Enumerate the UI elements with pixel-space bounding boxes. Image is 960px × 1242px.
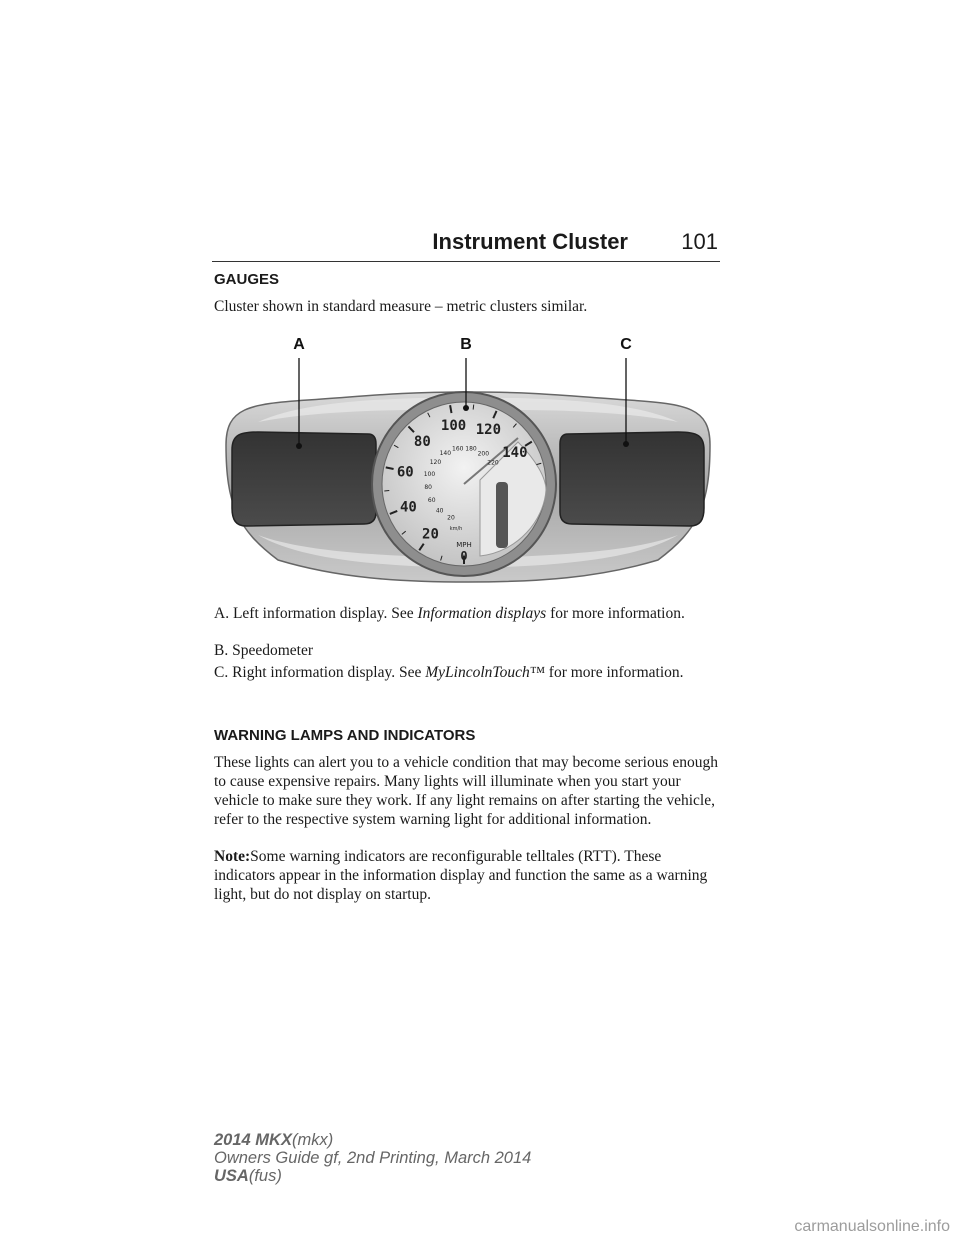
- footer-market: USA: [214, 1167, 249, 1185]
- callout-c-description: [214, 663, 724, 682]
- callout-b-description: [214, 641, 724, 660]
- mph-label: 140: [502, 445, 528, 462]
- kmh-label: 200: [477, 450, 490, 458]
- mph-label: 40: [399, 499, 417, 516]
- mph-label: 120: [475, 422, 502, 439]
- instrument-cluster-figure: [218, 330, 718, 585]
- page-header: [212, 229, 720, 262]
- footer-market-code: (fus): [248, 1167, 282, 1185]
- speedometer-tick: [450, 405, 451, 413]
- callout-c-suffix: for more information.: [544, 664, 684, 681]
- warning-lamps-heading: WARNING LAMPS AND INDICATORS: [214, 727, 476, 744]
- kmh-label: 140: [439, 450, 452, 458]
- speedometer-bar: [496, 482, 508, 548]
- footer-model: 2014 MKX: [214, 1131, 292, 1149]
- speedometer-tick: [473, 405, 474, 410]
- kmh-label: 160: [452, 445, 464, 453]
- page-title: Instrument Cluster: [432, 229, 628, 254]
- kmh-label: 120: [429, 459, 442, 467]
- watermark: carmanualsonline.info: [794, 1218, 950, 1235]
- page-footer: [214, 1131, 531, 1185]
- callout-label-c: C: [620, 336, 632, 353]
- callout-dot-a: [296, 443, 302, 449]
- information-displays-reference: Information displays: [417, 605, 547, 622]
- warning-lamps-body: These lights can alert you to a vehicle condition that may become serious enough to cause expensive repairs. Many lights will illuminate when you start your vehicle to make sure they work. If any light remains on after starting the vehicle, refer to the respective system warning light for additional information.: [214, 754, 719, 828]
- mph-label: 60: [396, 464, 414, 481]
- kmh-label: 180: [465, 445, 477, 453]
- callout-dot-b: [463, 405, 469, 411]
- kmh-label: 100: [423, 470, 436, 478]
- callout-a-suffix: for more information.: [546, 605, 685, 622]
- callout-a-text: A. Left information display. See: [214, 605, 418, 622]
- footer-model-code: (mkx): [291, 1131, 334, 1149]
- speedometer-kmh-unit: km/h: [449, 526, 463, 532]
- speedometer-mph-unit: MPH: [456, 541, 472, 549]
- note-label: Note:: [214, 848, 251, 865]
- kmh-label: 20: [447, 514, 455, 522]
- kmh-label: 80: [424, 484, 432, 492]
- kmh-label: 220: [487, 459, 499, 467]
- kmh-label: 40: [435, 507, 444, 515]
- speedometer-bottom-value: 0: [460, 549, 468, 563]
- kmh-label: 60: [427, 496, 436, 504]
- note-text: Some warning indicators are reconfigurable telltales (RTT). These indicators appear in the information display and function the same as a warning light, but do not display on startup.: [214, 848, 708, 903]
- callout-label-b: B: [460, 336, 472, 353]
- callout-a-description: [214, 604, 724, 623]
- mph-label: 80: [413, 433, 431, 450]
- warning-note: [214, 847, 724, 904]
- mph-label: 20: [422, 526, 439, 543]
- callout-dot-c: [623, 441, 629, 447]
- callout-b-text: B. Speedometer: [214, 642, 314, 659]
- right-information-display: [560, 432, 704, 526]
- page-number: 101: [681, 229, 718, 254]
- gauges-intro: Cluster shown in standard measure – metric clusters similar.: [214, 298, 588, 315]
- callout-c-text: C. Right information display. See: [214, 664, 426, 681]
- footer-guide-info: Owners Guide gf, 2nd Printing, March 2014: [214, 1149, 532, 1167]
- mph-label: 100: [440, 417, 467, 434]
- mylincolntouch-reference: MyLincolnTouch™: [425, 664, 545, 681]
- gauges-heading: GAUGES: [214, 271, 280, 288]
- callout-label-a: A: [293, 336, 305, 353]
- left-information-display: [232, 432, 376, 526]
